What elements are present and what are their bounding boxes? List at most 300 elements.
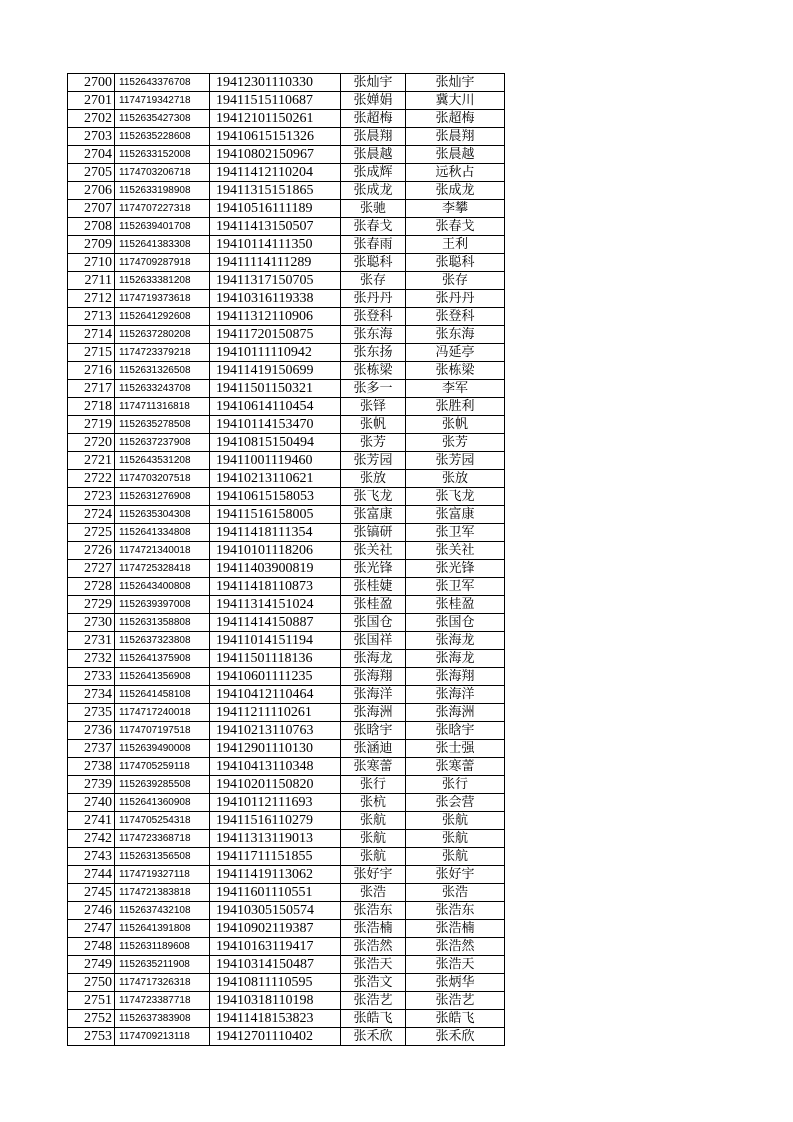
second-name-cell: 张存 — [406, 272, 505, 290]
table-row — [68, 434, 505, 452]
table-row — [68, 74, 505, 92]
id-number-cell: 19411312110906 — [210, 308, 341, 326]
row-number-cell: 2715 — [68, 344, 115, 362]
name-cell: 张好宇 — [341, 866, 406, 884]
name-cell: 张航 — [341, 812, 406, 830]
name-cell: 张成辉 — [341, 164, 406, 182]
id-number-cell: 19412301110330 — [210, 74, 341, 92]
exam-number-cell: 1174723379218 — [115, 344, 210, 362]
name-cell: 张婵娟 — [341, 92, 406, 110]
id-number-cell: 19410213110763 — [210, 722, 341, 740]
row-number-cell: 2711 — [68, 272, 115, 290]
second-name-cell: 张超梅 — [406, 110, 505, 128]
second-name-cell: 张寒蕾 — [406, 758, 505, 776]
row-number-cell: 2704 — [68, 146, 115, 164]
name-cell: 张航 — [341, 830, 406, 848]
table-row — [68, 200, 505, 218]
exam-number-cell: 1174705254318 — [115, 812, 210, 830]
row-number-cell: 2738 — [68, 758, 115, 776]
exam-number-cell: 1174717240018 — [115, 704, 210, 722]
row-number-cell: 2710 — [68, 254, 115, 272]
exam-number-cell: 1174719373618 — [115, 290, 210, 308]
second-name-cell: 张成龙 — [406, 182, 505, 200]
second-name-cell: 张国仓 — [406, 614, 505, 632]
name-cell: 张海龙 — [341, 650, 406, 668]
table-row — [68, 938, 505, 956]
second-name-cell: 张航 — [406, 812, 505, 830]
exam-number-cell: 1174705259118 — [115, 758, 210, 776]
table-row — [68, 488, 505, 506]
row-number-cell: 2708 — [68, 218, 115, 236]
exam-number-cell: 1152637383908 — [115, 1010, 210, 1028]
row-number-cell: 2745 — [68, 884, 115, 902]
row-number-cell: 2727 — [68, 560, 115, 578]
name-cell: 张光锋 — [341, 560, 406, 578]
second-name-cell: 张行 — [406, 776, 505, 794]
name-cell: 张春雨 — [341, 236, 406, 254]
table-row — [68, 308, 505, 326]
exam-number-cell: 1152631326508 — [115, 362, 210, 380]
second-name-cell: 张海龙 — [406, 650, 505, 668]
name-cell: 张浩文 — [341, 974, 406, 992]
row-number-cell: 2722 — [68, 470, 115, 488]
id-number-cell: 19410163119417 — [210, 938, 341, 956]
second-name-cell: 张禾欣 — [406, 1028, 505, 1046]
second-name-cell: 张皓飞 — [406, 1010, 505, 1028]
id-number-cell: 19411515110687 — [210, 92, 341, 110]
exam-number-cell: 1174707227318 — [115, 200, 210, 218]
second-name-cell: 张登科 — [406, 308, 505, 326]
id-number-cell: 19411014151194 — [210, 632, 341, 650]
second-name-cell: 王利 — [406, 236, 505, 254]
second-name-cell: 张春戈 — [406, 218, 505, 236]
row-number-cell: 2731 — [68, 632, 115, 650]
table-row — [68, 254, 505, 272]
exam-number-cell: 1174723368718 — [115, 830, 210, 848]
table-row — [68, 1010, 505, 1028]
exam-number-cell: 1152631356508 — [115, 848, 210, 866]
second-name-cell: 张帆 — [406, 416, 505, 434]
table-row — [68, 740, 505, 758]
row-number-cell: 2718 — [68, 398, 115, 416]
table-row — [68, 290, 505, 308]
row-number-cell: 2751 — [68, 992, 115, 1010]
table-row — [68, 758, 505, 776]
row-number-cell: 2717 — [68, 380, 115, 398]
id-number-cell: 19410213110621 — [210, 470, 341, 488]
row-number-cell: 2728 — [68, 578, 115, 596]
second-name-cell: 李军 — [406, 380, 505, 398]
row-number-cell: 2740 — [68, 794, 115, 812]
second-name-cell: 张士强 — [406, 740, 505, 758]
row-number-cell: 2732 — [68, 650, 115, 668]
second-name-cell: 张海洲 — [406, 704, 505, 722]
table-row — [68, 902, 505, 920]
name-cell: 张铎 — [341, 398, 406, 416]
exam-number-cell: 1152639401708 — [115, 218, 210, 236]
id-number-cell: 19410114111350 — [210, 236, 341, 254]
name-cell: 张帆 — [341, 416, 406, 434]
id-number-cell: 19410318110198 — [210, 992, 341, 1010]
name-cell: 张栋梁 — [341, 362, 406, 380]
row-number-cell: 2739 — [68, 776, 115, 794]
id-number-cell: 19410114153470 — [210, 416, 341, 434]
name-cell: 张丹丹 — [341, 290, 406, 308]
id-number-cell: 19410615158053 — [210, 488, 341, 506]
second-name-cell: 张浩东 — [406, 902, 505, 920]
id-number-cell: 19411001119460 — [210, 452, 341, 470]
table-row — [68, 146, 505, 164]
name-cell: 张超梅 — [341, 110, 406, 128]
name-cell: 张涵迪 — [341, 740, 406, 758]
exam-number-cell: 1174717326318 — [115, 974, 210, 992]
table-row — [68, 560, 505, 578]
second-name-cell: 张浩然 — [406, 938, 505, 956]
exam-number-cell: 1152639397008 — [115, 596, 210, 614]
second-name-cell: 张聪科 — [406, 254, 505, 272]
name-cell: 张皓飞 — [341, 1010, 406, 1028]
table-row — [68, 776, 505, 794]
name-cell: 张芳 — [341, 434, 406, 452]
name-cell: 张存 — [341, 272, 406, 290]
name-cell: 张放 — [341, 470, 406, 488]
table-row — [68, 920, 505, 938]
table-row — [68, 1028, 505, 1046]
id-number-cell: 19410413110348 — [210, 758, 341, 776]
second-name-cell: 张海翔 — [406, 668, 505, 686]
exam-number-cell: 1152633198908 — [115, 182, 210, 200]
name-cell: 张国仓 — [341, 614, 406, 632]
exam-number-cell: 1174721340018 — [115, 542, 210, 560]
name-cell: 张东海 — [341, 326, 406, 344]
exam-number-cell: 1152633152008 — [115, 146, 210, 164]
name-cell: 张国祥 — [341, 632, 406, 650]
exam-number-cell: 1152637323808 — [115, 632, 210, 650]
exam-number-cell: 1174725328418 — [115, 560, 210, 578]
exam-number-cell: 1152635228608 — [115, 128, 210, 146]
row-number-cell: 2719 — [68, 416, 115, 434]
exam-number-cell: 1174711316818 — [115, 398, 210, 416]
table-row — [68, 344, 505, 362]
row-number-cell: 2736 — [68, 722, 115, 740]
table-row — [68, 272, 505, 290]
row-number-cell: 2700 — [68, 74, 115, 92]
exam-number-cell: 1152633381208 — [115, 272, 210, 290]
name-cell: 张海翔 — [341, 668, 406, 686]
row-number-cell: 2734 — [68, 686, 115, 704]
table-row — [68, 578, 505, 596]
row-number-cell: 2703 — [68, 128, 115, 146]
name-cell: 张航 — [341, 848, 406, 866]
id-number-cell: 19410316119338 — [210, 290, 341, 308]
table-row — [68, 524, 505, 542]
table-row — [68, 614, 505, 632]
second-name-cell: 张卫军 — [406, 524, 505, 542]
row-number-cell: 2744 — [68, 866, 115, 884]
id-number-cell: 19412901110130 — [210, 740, 341, 758]
name-cell: 张灿宇 — [341, 74, 406, 92]
exam-number-cell: 1152641292608 — [115, 308, 210, 326]
table-row — [68, 326, 505, 344]
second-name-cell: 张晨翔 — [406, 128, 505, 146]
second-name-cell: 张浩 — [406, 884, 505, 902]
second-name-cell: 远秋占 — [406, 164, 505, 182]
name-cell: 张浩然 — [341, 938, 406, 956]
second-name-cell: 张富康 — [406, 506, 505, 524]
second-name-cell: 张浩艺 — [406, 992, 505, 1010]
id-number-cell: 19411419113062 — [210, 866, 341, 884]
name-cell: 张镐研 — [341, 524, 406, 542]
row-number-cell: 2750 — [68, 974, 115, 992]
id-number-cell: 19411516158005 — [210, 506, 341, 524]
id-number-cell: 19411313119013 — [210, 830, 341, 848]
row-number-cell: 2742 — [68, 830, 115, 848]
table-row — [68, 218, 505, 236]
id-number-cell: 19411211110261 — [210, 704, 341, 722]
id-number-cell: 19410112111693 — [210, 794, 341, 812]
name-cell: 张晗宇 — [341, 722, 406, 740]
name-cell: 张浩东 — [341, 902, 406, 920]
row-number-cell: 2721 — [68, 452, 115, 470]
table-row — [68, 668, 505, 686]
id-number-cell: 19412101150261 — [210, 110, 341, 128]
roster-table-body — [68, 74, 505, 1046]
name-cell: 张海洲 — [341, 704, 406, 722]
name-cell: 张东扬 — [341, 344, 406, 362]
second-name-cell: 张浩楠 — [406, 920, 505, 938]
id-number-cell: 19411412110204 — [210, 164, 341, 182]
second-name-cell: 张放 — [406, 470, 505, 488]
exam-number-cell: 1152635278508 — [115, 416, 210, 434]
exam-number-cell: 1152639285508 — [115, 776, 210, 794]
exam-number-cell: 1174709213118 — [115, 1028, 210, 1046]
table-row — [68, 416, 505, 434]
id-number-cell: 19411418110873 — [210, 578, 341, 596]
id-number-cell: 19410815150494 — [210, 434, 341, 452]
id-number-cell: 19410902119387 — [210, 920, 341, 938]
id-number-cell: 19411501150321 — [210, 380, 341, 398]
id-number-cell: 19410615151326 — [210, 128, 341, 146]
name-cell: 张海洋 — [341, 686, 406, 704]
id-number-cell: 19411501118136 — [210, 650, 341, 668]
name-cell: 张禾欣 — [341, 1028, 406, 1046]
exam-number-cell: 1174703206718 — [115, 164, 210, 182]
name-cell: 张飞龙 — [341, 488, 406, 506]
exam-number-cell: 1152631276908 — [115, 488, 210, 506]
second-name-cell: 张东海 — [406, 326, 505, 344]
name-cell: 张杭 — [341, 794, 406, 812]
row-number-cell: 2753 — [68, 1028, 115, 1046]
second-name-cell: 冯延亭 — [406, 344, 505, 362]
name-cell: 张晨越 — [341, 146, 406, 164]
table-row — [68, 128, 505, 146]
row-number-cell: 2701 — [68, 92, 115, 110]
name-cell: 张晨翔 — [341, 128, 406, 146]
id-number-cell: 19410601111235 — [210, 668, 341, 686]
name-cell: 张浩楠 — [341, 920, 406, 938]
row-number-cell: 2741 — [68, 812, 115, 830]
exam-number-cell: 1152635427308 — [115, 110, 210, 128]
exam-number-cell: 1152635211908 — [115, 956, 210, 974]
name-cell: 张寒蕾 — [341, 758, 406, 776]
row-number-cell: 2709 — [68, 236, 115, 254]
second-name-cell: 张航 — [406, 830, 505, 848]
table-row — [68, 182, 505, 200]
table-row — [68, 110, 505, 128]
name-cell: 张行 — [341, 776, 406, 794]
table-row — [68, 542, 505, 560]
id-number-cell: 19410811110595 — [210, 974, 341, 992]
second-name-cell: 张好宇 — [406, 866, 505, 884]
row-number-cell: 2752 — [68, 1010, 115, 1028]
name-cell: 张成龙 — [341, 182, 406, 200]
table-row — [68, 452, 505, 470]
row-number-cell: 2702 — [68, 110, 115, 128]
second-name-cell: 张晨越 — [406, 146, 505, 164]
row-number-cell: 2714 — [68, 326, 115, 344]
exam-number-cell: 1152633243708 — [115, 380, 210, 398]
row-number-cell: 2706 — [68, 182, 115, 200]
id-number-cell: 19410802150967 — [210, 146, 341, 164]
name-cell: 张浩艺 — [341, 992, 406, 1010]
id-number-cell: 19411418153823 — [210, 1010, 341, 1028]
name-cell: 张聪科 — [341, 254, 406, 272]
id-number-cell: 19410201150820 — [210, 776, 341, 794]
row-number-cell: 2730 — [68, 614, 115, 632]
exam-number-cell: 1174721383818 — [115, 884, 210, 902]
id-number-cell: 19410101118206 — [210, 542, 341, 560]
exam-number-cell: 1152643376708 — [115, 74, 210, 92]
name-cell: 张春戈 — [341, 218, 406, 236]
row-number-cell: 2716 — [68, 362, 115, 380]
second-name-cell: 张海龙 — [406, 632, 505, 650]
id-number-cell: 19411414150887 — [210, 614, 341, 632]
exam-number-cell: 1174719342718 — [115, 92, 210, 110]
id-number-cell: 19412701110402 — [210, 1028, 341, 1046]
exam-number-cell: 1152639490008 — [115, 740, 210, 758]
id-number-cell: 19411413150507 — [210, 218, 341, 236]
id-number-cell: 19411317150705 — [210, 272, 341, 290]
name-cell: 张驰 — [341, 200, 406, 218]
second-name-cell: 李攀 — [406, 200, 505, 218]
second-name-cell: 冀大川 — [406, 92, 505, 110]
exam-number-cell: 1152641375908 — [115, 650, 210, 668]
name-cell: 张桂婕 — [341, 578, 406, 596]
table-row — [68, 704, 505, 722]
row-number-cell: 2724 — [68, 506, 115, 524]
exam-number-cell: 1152643400808 — [115, 578, 210, 596]
second-name-cell: 张灿宇 — [406, 74, 505, 92]
second-name-cell: 张胜利 — [406, 398, 505, 416]
row-number-cell: 2748 — [68, 938, 115, 956]
table-row — [68, 830, 505, 848]
row-number-cell: 2733 — [68, 668, 115, 686]
id-number-cell: 19411601110551 — [210, 884, 341, 902]
row-number-cell: 2707 — [68, 200, 115, 218]
exam-number-cell: 1152641334808 — [115, 524, 210, 542]
name-cell: 张桂盈 — [341, 596, 406, 614]
exam-number-cell: 1152643531208 — [115, 452, 210, 470]
exam-number-cell: 1152641391808 — [115, 920, 210, 938]
name-cell: 张芳园 — [341, 452, 406, 470]
table-row — [68, 596, 505, 614]
exam-number-cell: 1174707197518 — [115, 722, 210, 740]
second-name-cell: 张飞龙 — [406, 488, 505, 506]
table-row — [68, 92, 505, 110]
table-row — [68, 992, 505, 1010]
roster-table — [67, 73, 505, 1046]
id-number-cell: 19411418111354 — [210, 524, 341, 542]
row-number-cell: 2712 — [68, 290, 115, 308]
row-number-cell: 2725 — [68, 524, 115, 542]
exam-number-cell: 1152637237908 — [115, 434, 210, 452]
row-number-cell: 2735 — [68, 704, 115, 722]
second-name-cell: 张海洋 — [406, 686, 505, 704]
table-row — [68, 956, 505, 974]
name-cell: 张浩 — [341, 884, 406, 902]
exam-number-cell: 1152641383308 — [115, 236, 210, 254]
second-name-cell: 张光锋 — [406, 560, 505, 578]
exam-number-cell: 1152635304308 — [115, 506, 210, 524]
second-name-cell: 张航 — [406, 848, 505, 866]
row-number-cell: 2713 — [68, 308, 115, 326]
second-name-cell: 张芳园 — [406, 452, 505, 470]
id-number-cell: 19411403900819 — [210, 560, 341, 578]
id-number-cell: 19410412110464 — [210, 686, 341, 704]
exam-number-cell: 1152641360908 — [115, 794, 210, 812]
table-row — [68, 848, 505, 866]
id-number-cell: 19411711151855 — [210, 848, 341, 866]
id-number-cell: 19411114111289 — [210, 254, 341, 272]
second-name-cell: 张桂盈 — [406, 596, 505, 614]
exam-number-cell: 1152641356908 — [115, 668, 210, 686]
exam-number-cell: 1174703207518 — [115, 470, 210, 488]
table-row — [68, 362, 505, 380]
id-number-cell: 19410111110942 — [210, 344, 341, 362]
table-row — [68, 506, 505, 524]
row-number-cell: 2726 — [68, 542, 115, 560]
second-name-cell: 张栋梁 — [406, 362, 505, 380]
table-row — [68, 236, 505, 254]
second-name-cell: 张会营 — [406, 794, 505, 812]
second-name-cell: 张炳华 — [406, 974, 505, 992]
id-number-cell: 19410314150487 — [210, 956, 341, 974]
id-number-cell: 19410516111189 — [210, 200, 341, 218]
row-number-cell: 2743 — [68, 848, 115, 866]
table-row — [68, 866, 505, 884]
table-row — [68, 164, 505, 182]
name-cell: 张富康 — [341, 506, 406, 524]
exam-number-cell: 1152637280208 — [115, 326, 210, 344]
id-number-cell: 19410305150574 — [210, 902, 341, 920]
name-cell: 张登科 — [341, 308, 406, 326]
second-name-cell: 张丹丹 — [406, 290, 505, 308]
second-name-cell: 张晗宇 — [406, 722, 505, 740]
table-row — [68, 974, 505, 992]
id-number-cell: 19411516110279 — [210, 812, 341, 830]
id-number-cell: 19411315151865 — [210, 182, 341, 200]
second-name-cell: 张关社 — [406, 542, 505, 560]
row-number-cell: 2720 — [68, 434, 115, 452]
table-row — [68, 722, 505, 740]
row-number-cell: 2729 — [68, 596, 115, 614]
table-row — [68, 812, 505, 830]
id-number-cell: 19410614110454 — [210, 398, 341, 416]
table-row — [68, 380, 505, 398]
second-name-cell: 张卫军 — [406, 578, 505, 596]
table-row — [68, 632, 505, 650]
name-cell: 张浩天 — [341, 956, 406, 974]
